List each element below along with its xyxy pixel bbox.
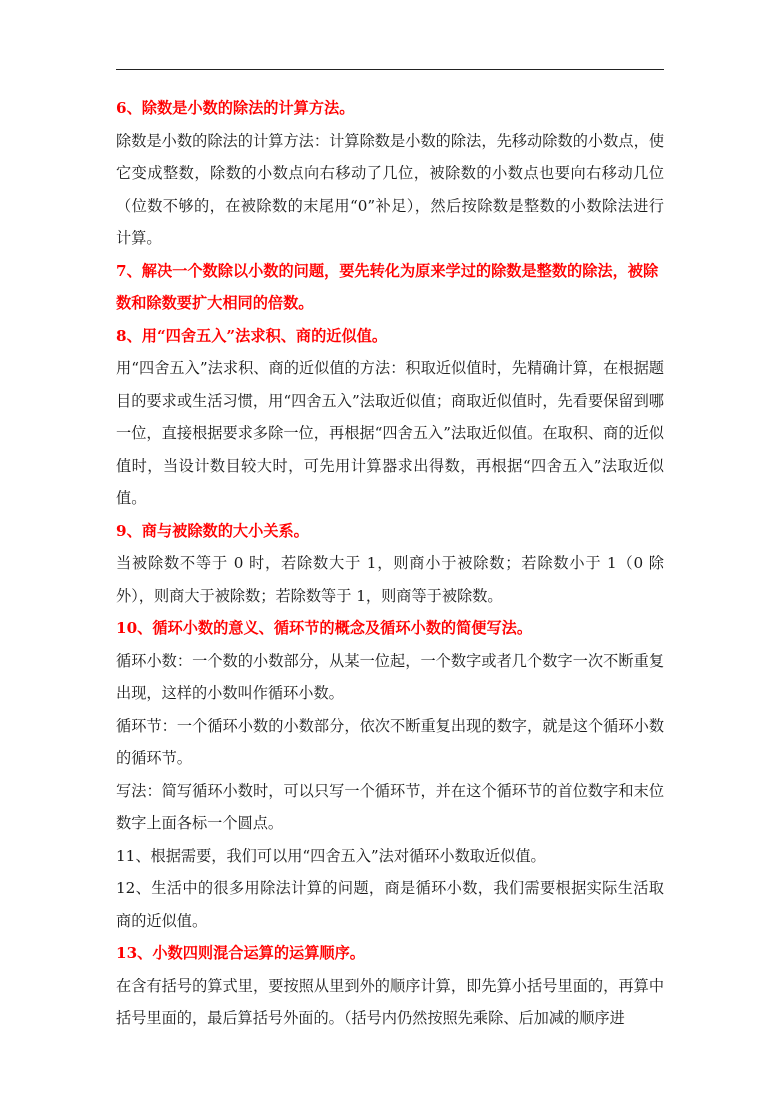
section-paragraph: 当被除数不等于 0 时，若除数大于 1，则商小于被除数；若除数小于 1（0 除外），则商大于被除数；若除数等于 1，则商等于被除数。 xyxy=(116,554,664,605)
section-paragraph: 写法：简写循环小数时，可以只写一个循环节，并在这个循环节的首位数字和末位数字上面各标一个圆点。 xyxy=(116,781,664,832)
section-heading: 9、商与被除数的大小关系。 xyxy=(116,521,309,540)
section-heading: 6、除数是小数的除法的计算方法。 xyxy=(116,99,355,117)
section-heading: 13、小数四则混合运算的运算顺序。 xyxy=(116,944,365,962)
section-paragraph: 12、生活中的很多用除法计算的问题，商是循环小数，我们需要根据实际生活取商的近似值。 xyxy=(116,879,664,930)
section-paragraph: 用“四舍五入”法求积、商的近似值的方法：积取近似值时，先精确计算，在根据题目的要求或生活习惯，用“四舍五入”法取近似值；商取近似值时，先看要保留到哪一位，直接根据要求多除一位，再根据“四舍五入”法取近似值。在取积、商的近似值时，当设计数目较大时，可先用计算器求出得数，再根据“四舍五入”法取近似值。 xyxy=(116,359,664,507)
section-heading: 8、用“四舍五入”法求积、商的近似值。 xyxy=(116,326,388,345)
section-paragraph: 除数是小数的除法的计算方法：计算除数是小数的除法，先移动除数的小数点，使它变成整数，除数的小数点向右移动了几位，被除数的小数点也要向右移动几位（位数不够的，在被除数的末尾用“0”补足），然后按除数是整数的小数除法进行计算。 xyxy=(116,131,664,247)
section-paragraph: 在含有括号的算式里，要按照从里到外的顺序计算，即先算小括号里面的，再算中括号里面的，最后算括号外面的。（括号内仍然按照先乘除、后加减的顺序进 xyxy=(116,976,664,1027)
section-paragraph: 11、根据需要，我们可以用“四舍五入”法对循环小数取近似值。 xyxy=(116,846,546,865)
document-content xyxy=(116,92,664,1035)
section-heading: 10、循环小数的意义、循环节的概念及循环小数的简便写法。 xyxy=(116,619,533,637)
section-paragraph: 循环小数：一个数的小数部分，从某一位起，一个数字或者几个数字一次不断重复出现，这样的小数叫作循环小数。 xyxy=(116,651,664,702)
section-heading: 7、解决一个数除以小数的问题，要先转化为原来学过的除数是整数的除法，被除数和除数要扩大相同的倍数。 xyxy=(116,261,659,312)
section-paragraph: 循环节：一个循环小数的小数部分，依次不断重复出现的数字，就是这个循环小数的循环节。 xyxy=(116,716,664,767)
header-rule xyxy=(116,69,664,70)
